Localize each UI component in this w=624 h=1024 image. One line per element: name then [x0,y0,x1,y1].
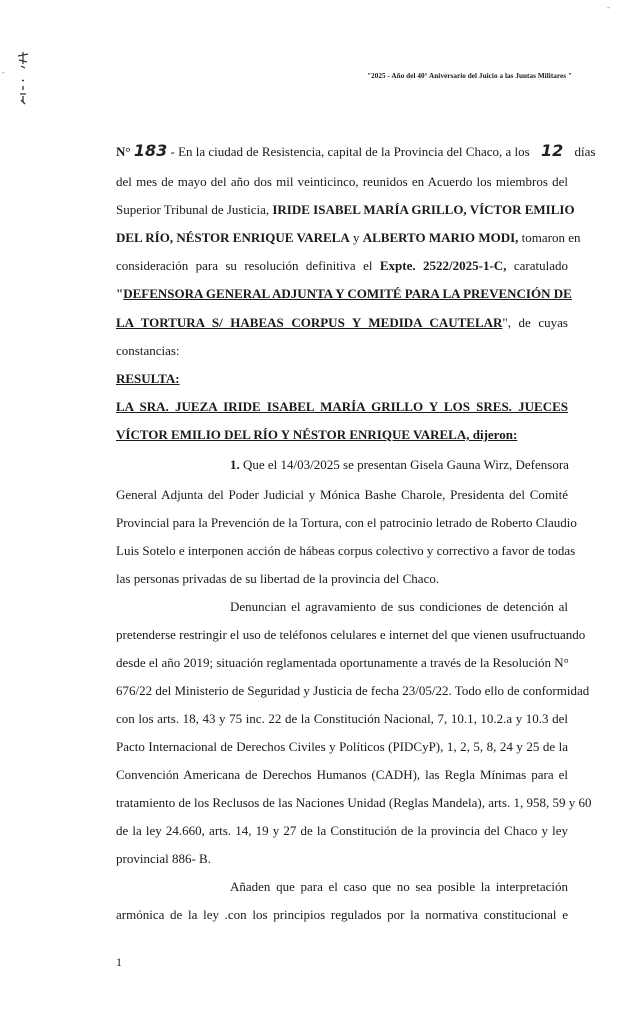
handwritten-resolution-number: 183 [133,141,168,160]
body-line-6: "DEFENSORA GENERAL ADJUNTA Y COMITÉ PARA LA PREVENCIÓN DE [116,286,572,301]
body-line-3: Superior Tribunal de Justicia, IRIDE ISABEL MARÍA GRILLO, VÍCTOR EMILIO [116,202,575,217]
days-word: días [574,144,596,159]
corner-mark: - [607,2,610,12]
body-line-8: constancias: [116,343,180,358]
paragraph-2-line-2: pretenderse restringir el uso de teléfonos celulares e internet del que vienen usufructuando [116,627,586,642]
page-number: 1 [116,955,122,969]
handwritten-day: 12 [540,141,564,160]
section-heading-resulta: RESULTA: [116,371,180,386]
paragraph-3-line-2: armónica de la ley .con los principios regulados por la normativa constitucional e [116,907,568,922]
paragraph-2-line-8: tratamiento de los Reclusos de las Naciones Unidad (Reglas Mandela), arts. 1, 958, 59 y 60 [116,795,592,810]
paragraph-1-line-2: General Adjunta del Poder Judicial y Mónica Bashe Charole, Presidenta del Comité [116,487,568,502]
paragraph-2-line-6: Pacto Internacional de Derechos Civiles y Políticos (PIDCyP), 1, 2, 5, 8, 24 y 25 de la [116,739,568,754]
body-line-1 [116,141,596,160]
commemorative-header: "2025 - Año del 40° Aniversario del Juicio a las Juntas Militares " [367,72,572,80]
paragraph-1-line-1: 1. Que el 14/03/2025 se presentan Gisela Gauna Wirz, Defensora [230,457,569,472]
paragraph-3-line-1: Añaden que para el caso que no sea posible la interpretación [230,879,568,894]
margin-handwriting-mark [14,50,32,108]
paragraph-2-line-3: desde el año 2019; situación reglamentada oportunamente a través de la Resolución N° [116,655,569,670]
paragraph-1-line-5: las personas privadas de su libertad de la provincia del Chaco. [116,571,440,586]
judges-heading-line-1: LA SRA. JUEZA IRIDE ISABEL MARÍA GRILLO Y LOS SRES. JUECES [116,399,568,414]
paragraph-1-line-4: Luis Sotelo e interponen acción de hábeas corpus colectivo y correctivo a favor de todas [116,543,576,558]
body-line-2: del mes de mayo del año dos mil veinticinco, reunidos en Acuerdo los miembros del [116,174,568,189]
paragraph-1-line-3: Provincial para la Prevención de la Tortura, con el patrocinio letrado de Roberto Claudio [116,515,577,530]
judges-names: IRIDE ISABEL MARÍA GRILLO, VÍCTOR EMILIO [272,202,575,217]
opening-text: - En la ciudad de Resistencia, capital de la Provincia del Chaco, a los [170,144,530,159]
paragraph-number: 1. [230,457,240,472]
case-file-number: Expte. 2522/2025-1-C, [379,258,507,273]
case-title-continued: LA TORTURA S/ HABEAS CORPUS Y MEDIDA CAUTELAR [116,315,503,330]
case-title: DEFENSORA GENERAL ADJUNTA Y COMITÉ PARA LA PREVENCIÓN DE [123,286,572,301]
paragraph-2-line-9: de la ley 24.660, arts. 14, 19 y 27 de la Constitución de la provincia del Chaco y ley [116,823,568,838]
paragraph-2-line-4: 676/22 del Ministerio de Seguridad y Justicia de fecha 23/05/22. Todo ello de conformidad [116,683,590,698]
body-line-5: consideración para su resolución definitiva el Expte. 2522/2025-1-C, caratulado [116,258,568,273]
paragraph-2-line-1: Denuncian el agravamiento de sus condiciones de detención al [230,599,568,614]
resolution-number-prefix: N° [116,144,131,159]
stray-mark: - [2,68,5,77]
paragraph-2-line-10: provincial 886- B. [116,851,211,866]
body-line-7: LA TORTURA S/ HABEAS CORPUS Y MEDIDA CAUTELAR", de cuyas [116,315,568,330]
judges-heading-line-2: VÍCTOR EMILIO DEL RÍO Y NÉSTOR ENRIQUE VARELA, dijeron: [116,427,518,442]
paragraph-2-line-7: Convención Americana de Derechos Humanos (CADH), las Regla Mínimas para el [116,767,568,782]
paragraph-2-line-5: con los arts. 18, 43 y 75 inc. 22 de la Constitución Nacional, 7, 10.1, 10.2.a y 10.3 del [116,711,568,726]
body-line-4: DEL RÍO, NÉSTOR ENRIQUE VARELA y ALBERTO MARIO MODI, tomaron en [116,230,581,245]
